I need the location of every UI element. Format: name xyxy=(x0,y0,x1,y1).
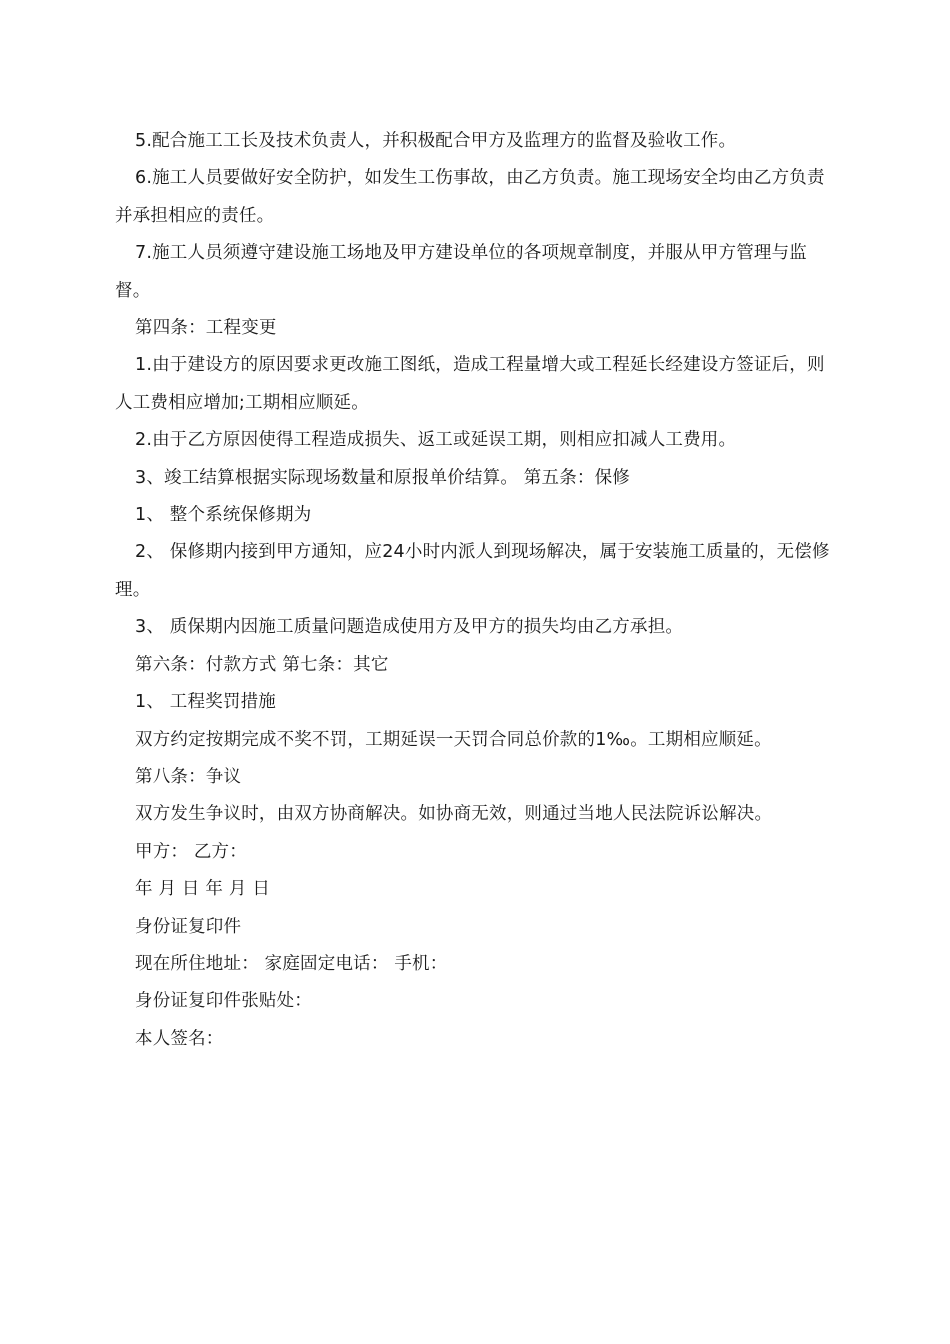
article-5-item-2: 2、 保修期内接到甲方通知，应24小时内派人到现场解决，属于安装施工质量的，无偿修理。 xyxy=(115,542,830,600)
article-8-text: 双方发生争议时，由双方协商解决。如协商无效，则通过当地人民法院诉讼解决。 xyxy=(135,804,773,825)
article-4-item-3: 3、竣工结算根据实际现场数量和原报单价结算。 第五条：保修 xyxy=(135,467,630,488)
article-4-item-1: 1.由于建设方的原因要求更改施工图纸，造成工程量增大或工程延长经建设方签证后，则人工费相应增加;工期相应顺延。 xyxy=(115,355,825,413)
contact-info-line: 现在所住地址： 家庭固定电话： 手机： xyxy=(135,953,448,974)
contract-body xyxy=(115,123,835,1058)
clause-item-6: 6.施工人员要做好安全防护，如发生工伤事故，由乙方负责。施工现场安全均由乙方负责并承担相应的责任。 xyxy=(115,168,825,226)
article-6-7-heading: 第六条：付款方式 第七条：其它 xyxy=(135,654,389,675)
article-5-item-1: 1、 整个系统保修期为 xyxy=(135,505,312,526)
id-copy-paste-area: 身份证复印件张贴处： xyxy=(135,991,312,1012)
article-7-text: 双方约定按期完成不奖不罚，工期延误一天罚合同总价款的1‰。工期相应顺延。 xyxy=(135,729,772,750)
article-5-item-3: 3、 质保期内因施工质量问题造成使用方及甲方的损失均由乙方承担。 xyxy=(135,617,684,638)
article-4-item-2: 2.由于乙方原因使得工程造成损失、返工或延误工期，则相应扣减人工费用。 xyxy=(135,430,737,451)
article-8-heading: 第八条：争议 xyxy=(135,766,242,787)
signature-dates: 年 月 日 年 月 日 xyxy=(135,879,271,900)
article-4-heading: 第四条：工程变更 xyxy=(135,318,277,339)
signature-parties: 甲方： 乙方： xyxy=(135,841,247,862)
article-7-item-1: 1、 工程奖罚措施 xyxy=(135,692,276,713)
clause-item-7: 7.施工人员须遵守建设施工场地及甲方建设单位的各项规章制度，并服从甲方管理与监督。 xyxy=(115,243,807,301)
id-copy-label: 身份证复印件 xyxy=(135,916,242,937)
clause-item-5: 5.配合施工工长及技术负责人，并积极配合甲方及监理方的监督及验收工作。 xyxy=(135,131,737,151)
personal-signature: 本人签名： xyxy=(135,1028,224,1049)
